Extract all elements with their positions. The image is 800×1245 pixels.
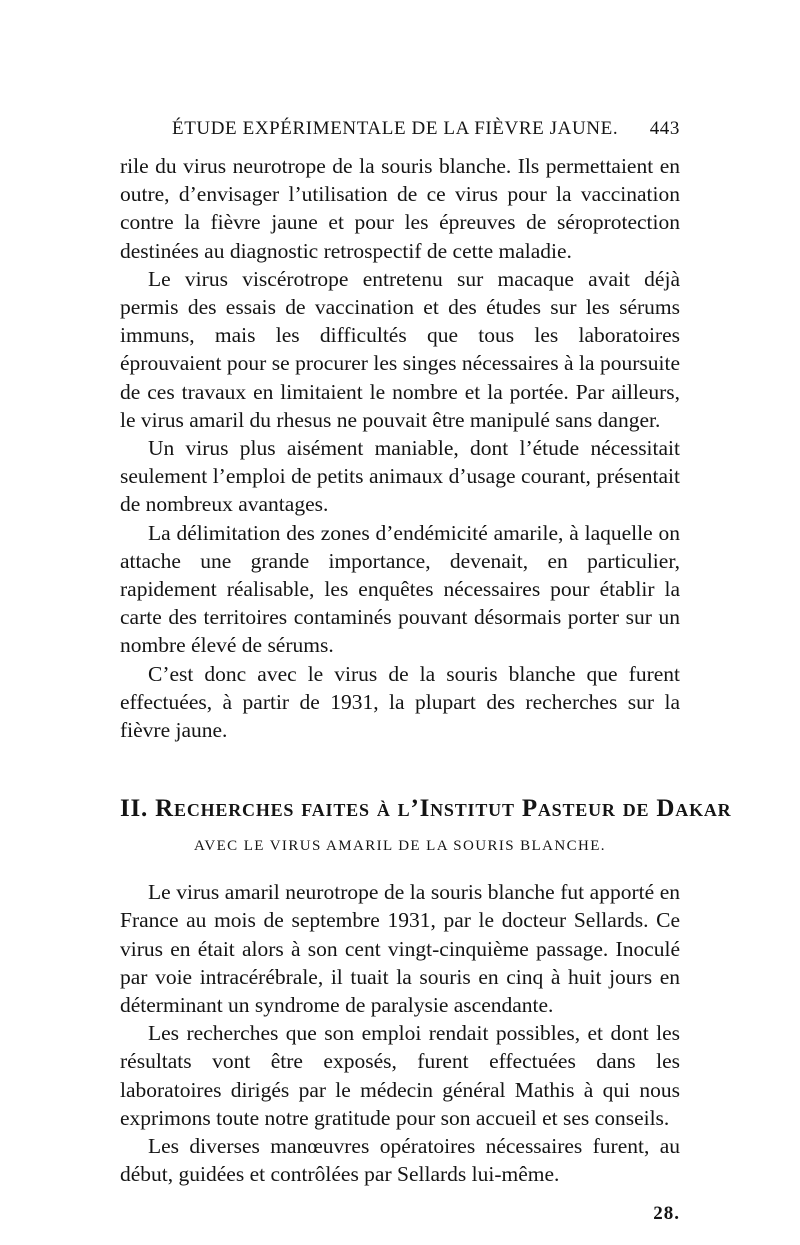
section-subheading: AVEC LE VIRUS AMARIL DE LA SOURIS BLANCHE.	[194, 838, 606, 855]
paragraph-continuation: rile du virus neurotrope de la souris blanche. Ils permettaient en outre, d’envisager l’utilisation de ce virus pour la vaccination contre la fièvre jaune et pour les épreuves de séroprotection destinées au diagnostic retrospectif de cette maladie.	[120, 154, 680, 263]
section-heading: II. Recherches faites à l’Institut Pasteur de Dakar	[120, 795, 732, 823]
running-head	[120, 118, 680, 144]
paragraph-viscerotrope-virus: Le virus viscérotrope entretenu sur macaque avait déjà permis des essais de vaccination et des études sur les sérums immuns, mais les difficultés que tous les laboratoires éprouvaient pour se procurer les singes nécessaires à la poursuite de ces travaux en limitaient le nombre et la portée. Par ailleurs, le virus amaril du rhesus ne pouvait être manipulé sans danger.	[120, 266, 680, 432]
paragraph-sellards-import: Le virus amaril neurotrope de la souris blanche fut apporté en France au mois de septembre 1931, par le docteur Sellards. Ce virus en était alors à son cent vingt-cinquième passage. Inoculé par voie intracérébrale, il tuait la souris en cinq à huit jours en déterminant un syndrome de paralysie ascendante.	[120, 880, 680, 1018]
book-page	[120, 118, 732, 1224]
paragraph-mouse-virus-research: C’est donc avec le virus de la souris blanche que furent effectuées, à partir de 1931, la plupart des recherches sur la fièvre jaune.	[120, 661, 680, 743]
page-number: 443	[649, 118, 680, 139]
paragraph-endemic-zones: La délimitation des zones d’endémicité amarile, à laquelle on attache une grande importance, devenait, en particulier, rapidement réalisable, les enquêtes nécessaires pour établir la carte des territoires contaminés pouvant désormais porter sur un nombre élevé de sérums.	[120, 520, 680, 658]
paragraph-maniable-virus: Un virus plus aisément maniable, dont l’étude nécessitait seulement l’emploi de petits animaux d’usage courant, présentait de nombreux avantages.	[120, 436, 680, 517]
signature-mark: 28.	[653, 1202, 680, 1224]
paragraph-operative-maneuvers: Les diverses manœuvres opératoires nécessaires furent, au début, guidées et contrôlées par Sellards lui-même.	[120, 1134, 680, 1187]
running-head-title: ÉTUDE EXPÉRIMENTALE DE LA FIÈVRE JAUNE.	[172, 118, 619, 139]
paragraph-research-labs: Les recherches que son emploi rendait possibles, et dont les résultats vont être exposés, furent effectuées dans les laboratoires dirigés par le médecin général Mathis à qui nous exprimons toute notre gratitude pour son accueil et ses conseils.	[120, 1021, 680, 1130]
